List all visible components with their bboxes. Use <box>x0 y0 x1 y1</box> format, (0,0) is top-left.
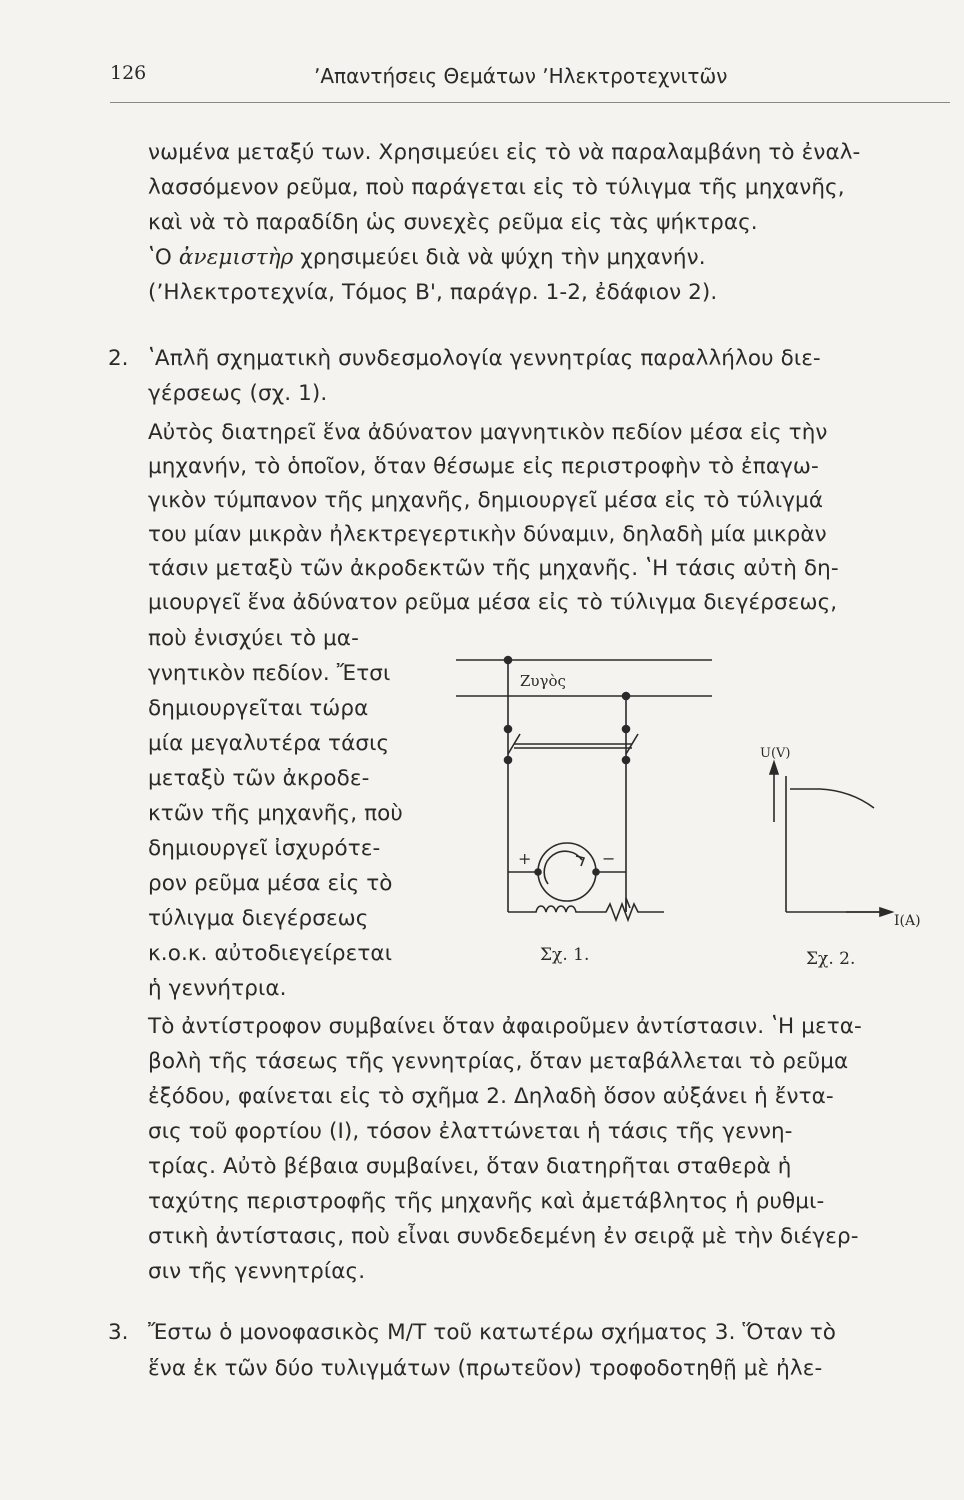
rheostat <box>598 904 664 920</box>
text-line: τύλιγμα διεγέρσεως <box>148 906 369 931</box>
text-line: μία μεγαλυτέρα τάσις <box>148 731 390 756</box>
text-line: στικὴ ἀντίστασις, ποὺ εἶναι συνδεδεμένη ἐν σειρᾷ μὲ τὴν διέγερ- <box>148 1224 859 1249</box>
figure-2-graph <box>770 762 892 916</box>
terminal-dot <box>505 757 512 764</box>
y-axis-label: U(V) <box>760 746 791 761</box>
figure-1-caption: Σχ. 1. <box>540 945 590 965</box>
figure-2-caption: Σχ. 2. <box>806 949 856 969</box>
item-title-line: γέρσεως (σχ. 1). <box>148 381 328 406</box>
text-line: κτῶν τῆς μηχανῆς, ποὺ <box>148 801 403 826</box>
text-line: σις τοῦ φορτίου (I), τόσον ἐλαττώνεται ἡ τάσις τῆς γεννη- <box>148 1119 793 1144</box>
text-line: μιουργεῖ ἕνα ἀδύνατον ρεῦμα μέσα εἰς τὸ τύλιγμα διεγέρσεως, <box>148 590 838 615</box>
item-number: 3. <box>108 1320 129 1345</box>
text-line: γικὸν τύμπανον τῆς μηχανῆς, δημιουργεῖ μέσα εἰς τὸ τύλιγμά <box>148 488 824 513</box>
x-axis-arrowhead <box>880 908 892 916</box>
text-line: δημιουργεῖται τώρα <box>148 696 369 721</box>
running-title: ʼΑπαντήσεις Θεμάτων ʼΗλεκτροτεχνιτῶν <box>314 64 728 88</box>
busbar-label: Ζυγὸς <box>520 672 566 690</box>
field-winding <box>508 906 598 912</box>
text-line: κ.ο.κ. αὐτοδιεγείρεται <box>148 941 393 966</box>
text-line: ἐξόδου, φαίνεται εἰς τὸ σχῆμα 2. Δηλαδὴ ὅσον αὐξάνει ἡ ἔντα- <box>148 1084 834 1109</box>
text-line: του μίαν μικρὰν ἠλεκτρεγερτικὴν δύναμιν, δηλαδὴ μία μικρὰν <box>148 522 827 547</box>
text-line: ἕνα ἐκ τῶν δύο τυλιγμάτων (πρωτεῦον) τροφοδοτηθῇ μὲ ἠλε- <box>148 1356 823 1381</box>
minus-sign: − <box>602 849 616 868</box>
text-line: βολὴ τῆς τάσεως τῆς γεννητρίας, ὅταν μεταβάλλεται τὸ ρεῦμα <box>148 1049 849 1074</box>
figure-1-circuit <box>456 657 712 921</box>
text-fragment: χρησιμεύει διὰ νὰ ψύχη τὴν μηχανήν. <box>293 245 706 270</box>
text-line: (ʼΗλεκτροτεχνία, Τόμος Β', παράγρ. 1-2, ἐδάφιον 2). <box>148 280 718 305</box>
rotation-arrowhead <box>576 856 584 866</box>
terminal-dot <box>623 693 630 700</box>
text-line: Τὸ ἀντίστροφον συμβαίνει ὅταν ἀφαιροῦμεν ἀντίστασιν. ʽΗ μετα- <box>148 1014 862 1039</box>
text-line: καὶ νὰ τὸ παραδίδη ὡς συνεχὲς ρεῦμα εἰς τὰς ψήκτρας. <box>148 210 758 235</box>
plus-sign: + <box>518 849 532 868</box>
text-line: λασσόμενον ρεῦμα, ποὺ παράγεται εἰς τὸ τύλιγμα τῆς μηχανῆς, <box>148 175 845 200</box>
text-line: σιν τῆς γεννητρίας. <box>148 1259 366 1284</box>
text-line: νωμένα μεταξύ των. Χρησιμεύει εἰς τὸ νὰ παραλαμβάνη τὸ ἐναλ- <box>148 140 861 165</box>
text-line: μεταξὺ τῶν ἀκροδε- <box>148 766 370 791</box>
text-line: Ἔστω ὁ μονοφασικὸς Μ/Τ τοῦ κατωτέρω σχήματος 3. Ὅταν τὸ <box>148 1320 837 1345</box>
terminal-dot <box>623 757 630 764</box>
text-line: ἡ γεννήτρια. <box>148 976 287 1001</box>
text-line: ρον ρεῦμα μέσα εἰς τὸ <box>148 871 393 896</box>
terminal-dot <box>593 869 599 875</box>
text-line: γνητικὸν πεδίον. Ἔτσι <box>148 661 391 686</box>
voltage-curve <box>790 789 874 808</box>
item-number: 2. <box>108 346 129 371</box>
text-fragment: ʽΟ <box>148 245 179 270</box>
terminal-dot <box>623 726 630 733</box>
text-line: δημιουργεῖ ἰσχυρότε- <box>148 836 381 861</box>
text-line: τρίας. Αὐτὸ βέβαια συμβαίνει, ὅταν διατηρῆται σταθερὰ ἡ <box>148 1154 792 1179</box>
text-line: Αὐτὸς διατηρεῖ ἕνα ἀδύνατον μαγνητικὸν πεδίον μέσα εἰς τὴν <box>148 420 828 445</box>
item-title-line: ʽΑπλῆ σχηματικὴ συνδεσμολογία γεννητρίας παραλλήλου διε- <box>148 346 821 371</box>
y-axis-arrowhead <box>770 762 778 774</box>
text-line: ταχύτης περιστροφῆς τῆς μηχανῆς καὶ ἀμετάβλητος ἡ ρυθμι- <box>148 1189 825 1214</box>
text-line: μηχανήν, τὸ ὁποῖον, ὅταν θέσωμε εἰς περιστροφὴν τὸ ἐπαγω- <box>148 454 819 479</box>
text-line: τάσιν μεταξὺ τῶν ἀκροδεκτῶν τῆς μηχανῆς. ʽΗ τάσις αὐτὴ δη- <box>148 556 839 581</box>
terminal-dot <box>505 657 512 664</box>
text-line: ποὺ ἐνισχύει τὸ μα- <box>148 626 359 651</box>
italic-term: ἀνεμιστὴρ <box>178 245 294 270</box>
terminal-dot <box>505 726 512 733</box>
page-number: 126 <box>110 62 147 84</box>
x-axis-label: I(A) <box>894 913 921 929</box>
terminal-dot <box>535 869 541 875</box>
